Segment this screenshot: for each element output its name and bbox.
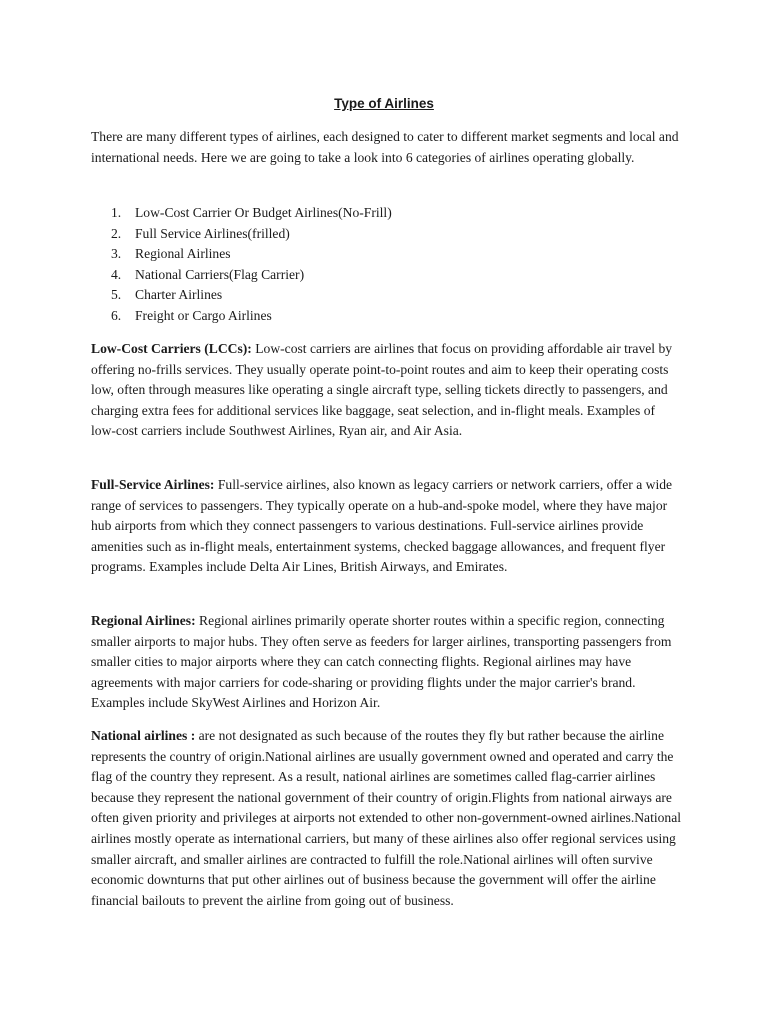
list-item-label: Freight or Cargo Airlines	[135, 307, 272, 323]
section-low-cost-carriers	[91, 339, 683, 442]
section-heading: Regional Airlines:	[91, 613, 196, 628]
section-heading: National airlines :	[91, 728, 196, 743]
list-item	[91, 285, 392, 306]
section-body: Regional airlines primarily operate shorter routes within a specific region, connecting smaller airports to major hubs. They often serve as feeders for larger airlines, transporting passengers from smaller cities to major airports where they can catch connecting flights. Regional airlines may have agreements with major carriers for code-sharing or providing flights under the major carrier's brand. Examples include SkyWest Airlines and Horizon Air.	[91, 613, 672, 711]
list-number: 5.	[111, 287, 122, 303]
list-item	[91, 203, 392, 224]
list-number: 6.	[111, 307, 122, 323]
list-item-label: Charter Airlines	[135, 287, 223, 303]
list-item-label: Full Service Airlines(frilled)	[135, 225, 290, 241]
list-number: 4.	[111, 266, 122, 282]
section-body: Low-cost carriers are airlines that focus on providing affordable air travel by offering no-frills services. They usually operate point-to-point routes and aim to keep their operating costs low, often through measures like operating a single aircraft type, selling tickets directly to passengers, and charging extra fees for additional services like baggage, seat selection, and in-flight meals. Examples of low-cost carriers include Southwest Airlines, Ryan air, and Air Asia.	[91, 341, 673, 439]
document-title: Type of Airlines	[334, 96, 434, 111]
list-item-label: Regional Airlines	[135, 246, 231, 262]
section-body: Full-service airlines, also known as legacy carriers or network carriers, offer a wide range of services to passengers. They typically operate on a hub-and-spoke model, where they have major hub airports from which they connect passengers to various destinations. Full-service airlines provide amenities such as in-flight meals, entertainment systems, checked baggage allowances, and frequent flyer programs. Examples include Delta Air Lines, British Airways, and Emirates.	[91, 477, 673, 575]
list-number: 2.	[111, 225, 122, 241]
list-item	[91, 244, 392, 265]
section-national-airlines	[91, 726, 683, 911]
list-item	[91, 224, 392, 245]
section-heading: Low-Cost Carriers (LCCs):	[91, 341, 252, 356]
list-item	[91, 306, 392, 327]
section-body: are not designated as such because of the routes they fly but rather because the airline represents the country of origin.National airlines are usually government owned and operated and carry the flag of the country they represent. As a result, national airlines are sometimes called flag-carrier airlines because they represent the national government of their country of origin.Flights from national airways are often given priority and privileges at airports not extended to other non-government-owned airlines.National airlines mostly operate as international carriers, but many of these airlines also offer regional services using smaller aircraft, and smaller airlines are contracted to fulfill the role.National airlines will often survive economic downturns that put other airlines out of business because the government will offer the airline financial bailouts to prevent the airline from going out of business.	[91, 728, 682, 908]
section-full-service-airlines	[91, 475, 683, 578]
list-item-label: National Carriers(Flag Carrier)	[135, 266, 305, 282]
airline-category-list	[91, 203, 392, 327]
list-number: 1.	[111, 205, 122, 220]
list-item-label: Low-Cost Carrier Or Budget Airlines(No-Frill)	[135, 205, 392, 220]
list-number: 3.	[111, 246, 122, 262]
section-heading: Full-Service Airlines:	[91, 477, 215, 492]
intro-paragraph: There are many different types of airlines, each designed to cater to different market segments and local and international needs. Here we are going to take a look into 6 categories of airlines operating globally.	[91, 129, 679, 165]
section-regional-airlines	[91, 611, 683, 714]
list-item	[91, 265, 392, 286]
